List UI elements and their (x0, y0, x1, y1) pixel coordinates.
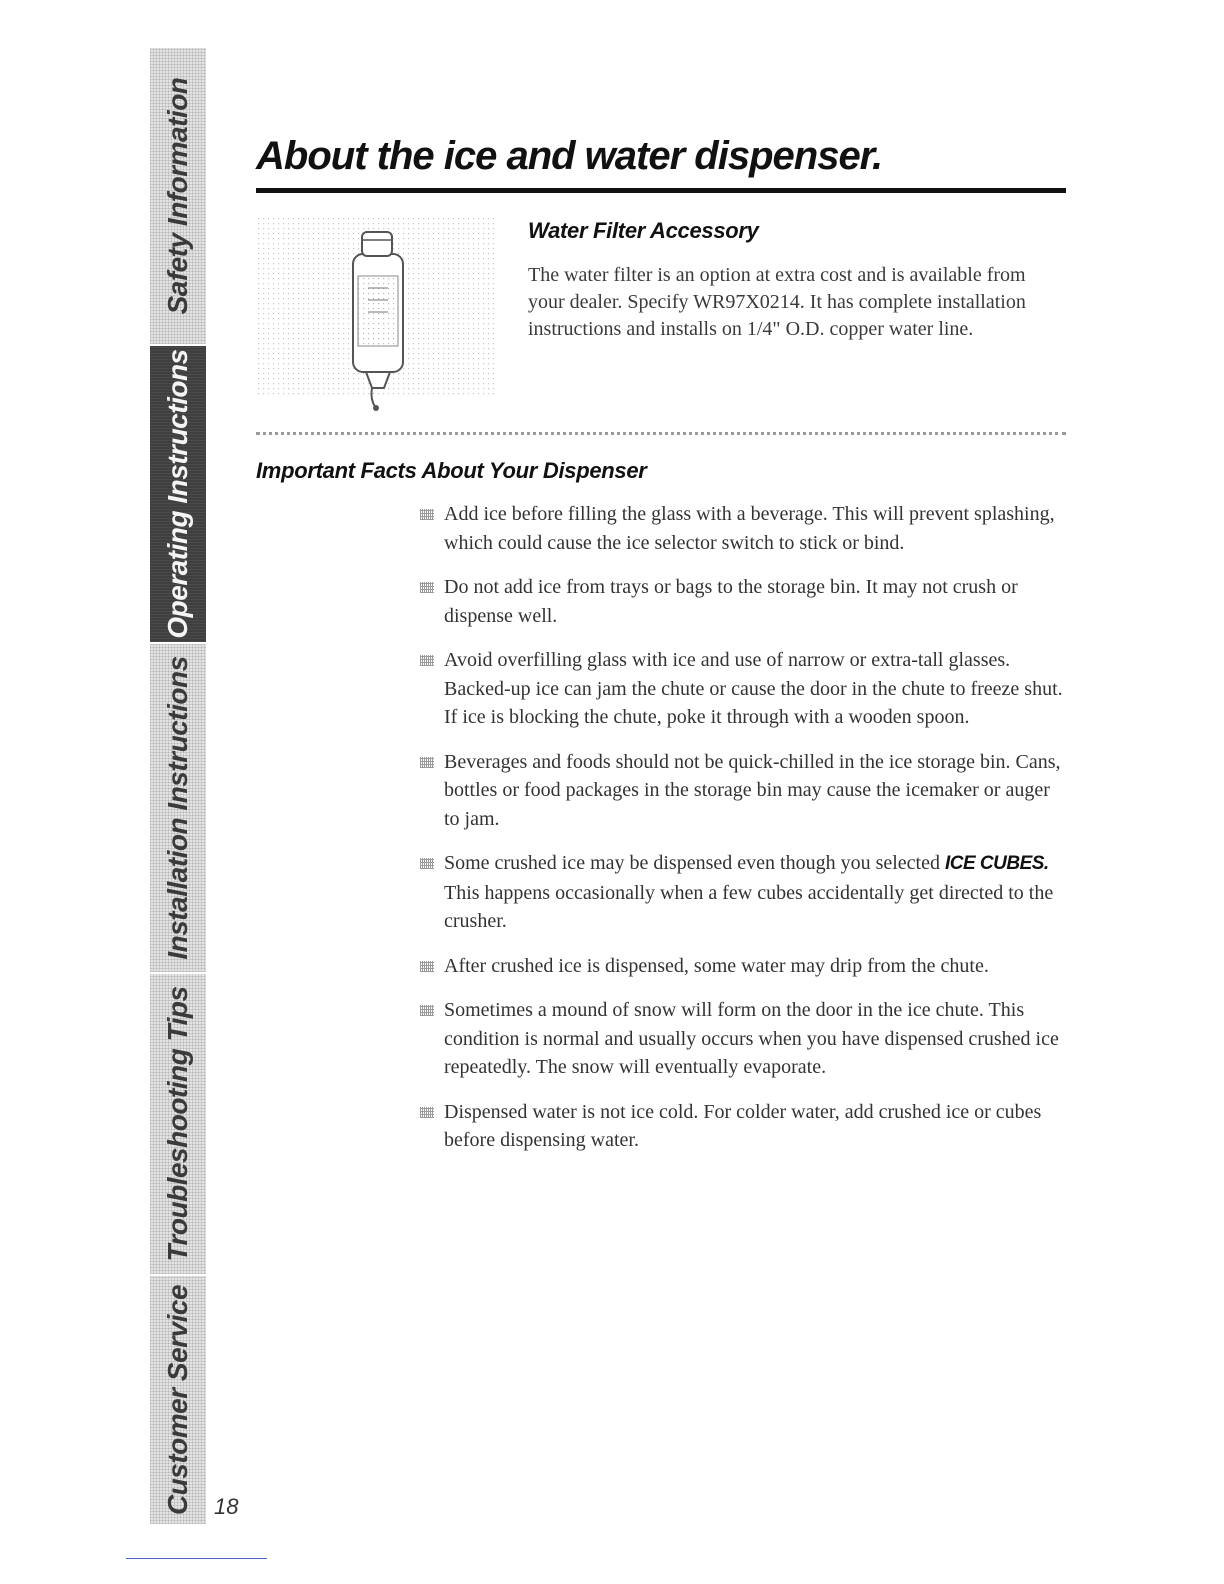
bullet-icon (420, 961, 434, 972)
tab-safety-information[interactable] (150, 48, 206, 346)
tab-label: Troubleshooting Tips (162, 986, 193, 1262)
fact-text: Beverages and foods should not be quick-chilled in the ice storage bin. Cans, bottles or food packages in the storage bin may cause the icemaker or auger to jam. (444, 750, 1061, 830)
water-filter-illustration (258, 218, 498, 414)
list-item (418, 573, 1068, 630)
bullet-icon (420, 1107, 434, 1118)
important-facts-heading: Important Facts About Your Dispenser (256, 458, 647, 483)
tab-label: Customer Service (162, 1284, 193, 1516)
fact-text: Some crushed ice may be dispensed even though you selected (444, 852, 940, 874)
ice-cubes-term: ICE CUBES. (944, 853, 1049, 874)
tab-installation-instructions[interactable] (150, 644, 206, 974)
fact-text: Add ice before filling the glass with a beverage. This will prevent splashing, which could cause the ice selector switch to stick or bind. (444, 503, 1055, 554)
bullet-icon (420, 655, 434, 666)
water-filter-description: The water filter is an option at extra cost and is available from your dealer. Specify WR97X0214. It has complete installation instructions and installs on 1/4" O.D. copper water line. (528, 264, 1026, 340)
list-item (418, 1098, 1068, 1155)
bullet-icon (420, 509, 434, 520)
bullet-icon (420, 582, 434, 593)
tab-label: Safety Information (162, 77, 193, 315)
section-tabs (150, 48, 206, 1526)
bullet-icon (420, 858, 434, 869)
list-item (418, 500, 1068, 557)
fact-text: Dispensed water is not ice cold. For colder water, add crushed ice or cubes before dispensing water. (444, 1100, 1042, 1151)
page-number: 18 (214, 1494, 239, 1519)
tab-label: Operating Instructions (162, 349, 193, 639)
section-divider (256, 432, 1066, 435)
list-item (418, 748, 1068, 834)
title-rule (256, 188, 1066, 193)
water-filter-heading: Water Filter Accessory (528, 218, 759, 243)
fact-text: Do not add ice from trays or bags to the storage bin. It may not crush or dispense well. (444, 576, 1018, 627)
bullet-icon (420, 757, 434, 768)
fact-text: Sometimes a mound of snow will form on the door in the ice chute. This condition is normal and usually occurs when you have dispensed crushed ice repeatedly. The snow will eventually evaporate. (444, 999, 1059, 1078)
fact-text: Avoid overfilling glass with ice and use of narrow or extra-tall glasses. Backed-up ice can jam the chute or cause the door in the chute to freeze shut. If ice is blocking the chute, poke it through with a wooden spoon. (444, 649, 1063, 728)
list-item (418, 996, 1068, 1082)
page-title: About the ice and water dispenser. (256, 134, 883, 178)
list-item (418, 646, 1068, 732)
list-item (418, 952, 1068, 981)
tab-operating-instructions[interactable] (150, 346, 206, 644)
tab-troubleshooting-tips[interactable] (150, 974, 206, 1276)
important-facts-list (418, 500, 1068, 1171)
tab-label: Installation Instructions (162, 656, 193, 960)
bullet-icon (420, 1005, 434, 1016)
tab-customer-service[interactable] (150, 1276, 206, 1526)
link-underline (126, 1558, 267, 1559)
fact-text: After crushed ice is dispensed, some water may drip from the chute. (444, 954, 989, 977)
fact-text-continuation: This happens occasionally when a few cubes accidentally get directed to the crusher. (444, 881, 1054, 932)
list-item (418, 849, 1068, 936)
